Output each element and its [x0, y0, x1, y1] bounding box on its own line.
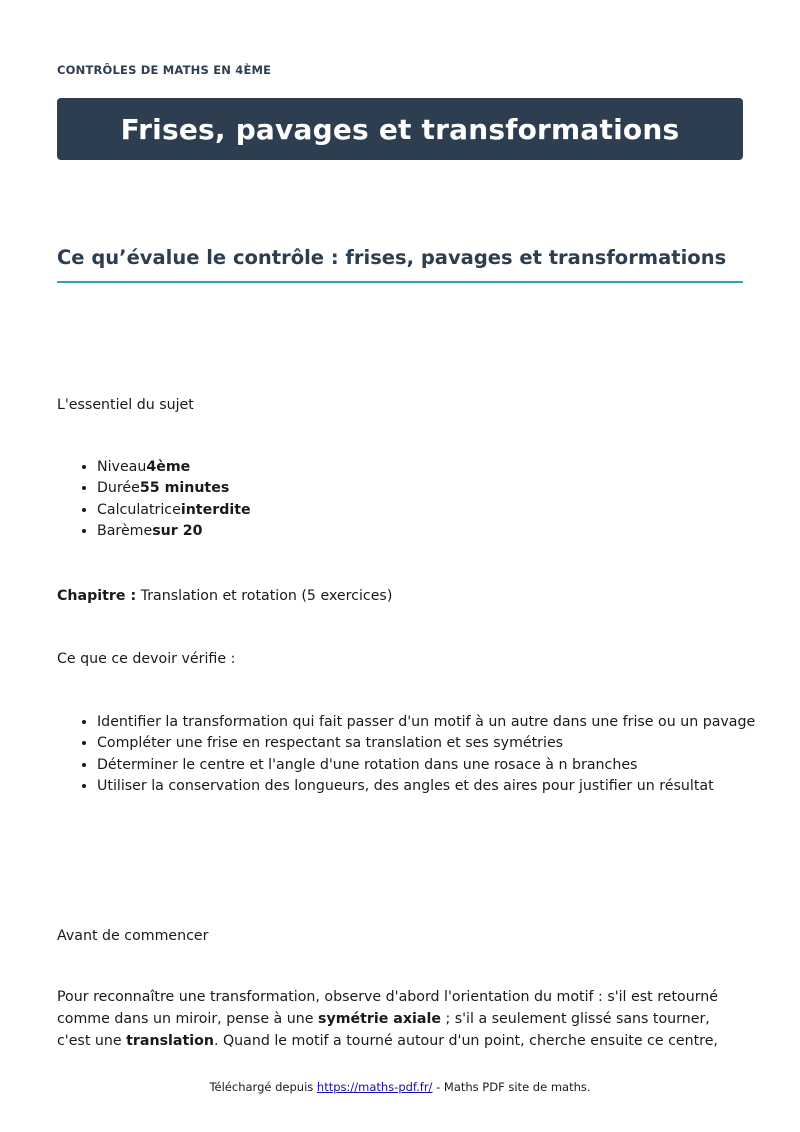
- meta-value: interdite: [180, 501, 251, 518]
- meta-label: Calculatrice: [97, 501, 181, 518]
- verif-intro: Ce que ce devoir vérifie :: [57, 651, 236, 667]
- goals-list: [57, 712, 777, 797]
- tip-text: ; s'il a seulement glissé sans tourner, c'est une: [57, 1011, 710, 1049]
- tip-paragraph: [57, 986, 743, 1052]
- list-item: [97, 457, 777, 478]
- tip-bold: symétrie axiale: [318, 1011, 441, 1027]
- tip-text: Pour reconnaître une transformation, observe d'abord l'orientation du motif : s'il est retourné comme dans un miroir, pense à une: [57, 989, 718, 1027]
- list-item: • Déterminer le centre et l'angle d'une rotation dans une rosace à n branches: [97, 755, 777, 776]
- meta-label: Niveau: [97, 459, 147, 475]
- meta-label: Durée: [97, 480, 140, 497]
- chapter-line: [57, 585, 743, 607]
- meta-value: 4ème: [146, 459, 191, 475]
- list-item: [97, 500, 777, 521]
- title-banner: [57, 98, 743, 160]
- footer-text: Téléchargé depuis: [209, 1080, 317, 1094]
- list-item: • Compléter une frise en respectant sa translation et ses symétries: [97, 733, 777, 754]
- list-item: [97, 478, 777, 499]
- footer-link[interactable]: https://maths-pdf.fr/: [316, 1080, 433, 1094]
- document-kicker: CONTRÔLES DE MATHS EN 4ÈME: [57, 63, 272, 77]
- chapter-value: Translation et rotation (5 exercices): [140, 588, 393, 604]
- page-title: Frises, pavages et transformations: [120, 112, 680, 146]
- footer: [0, 1080, 800, 1094]
- intro-text: L'essentiel du sujet: [57, 397, 194, 413]
- footer-text: - Maths PDF site de maths.: [432, 1080, 591, 1094]
- list-item: • Utiliser la conservation des longueurs, des angles et des aires pour justifier un résultat: [97, 776, 777, 797]
- avant-heading: Avant de commencer: [57, 928, 209, 944]
- chapter-label: Chapitre :: [57, 588, 137, 604]
- tip-bold: translation: [126, 1033, 214, 1049]
- meta-value: 55 minutes: [139, 480, 230, 497]
- meta-label: Barème: [97, 522, 153, 539]
- meta-value: sur 20: [152, 522, 203, 539]
- meta-list: [57, 457, 777, 542]
- list-item: [97, 521, 777, 542]
- tip-text: . Quand le motif a tourné autour d'un point, cherche ensuite ce centre,: [213, 1033, 718, 1049]
- section-title: Ce qu’évalue le contrôle : frises, pavages et transformations: [57, 243, 743, 283]
- list-item: • Identifier la transformation qui fait passer d'un motif à un autre dans une frise ou un pavage: [97, 712, 777, 733]
